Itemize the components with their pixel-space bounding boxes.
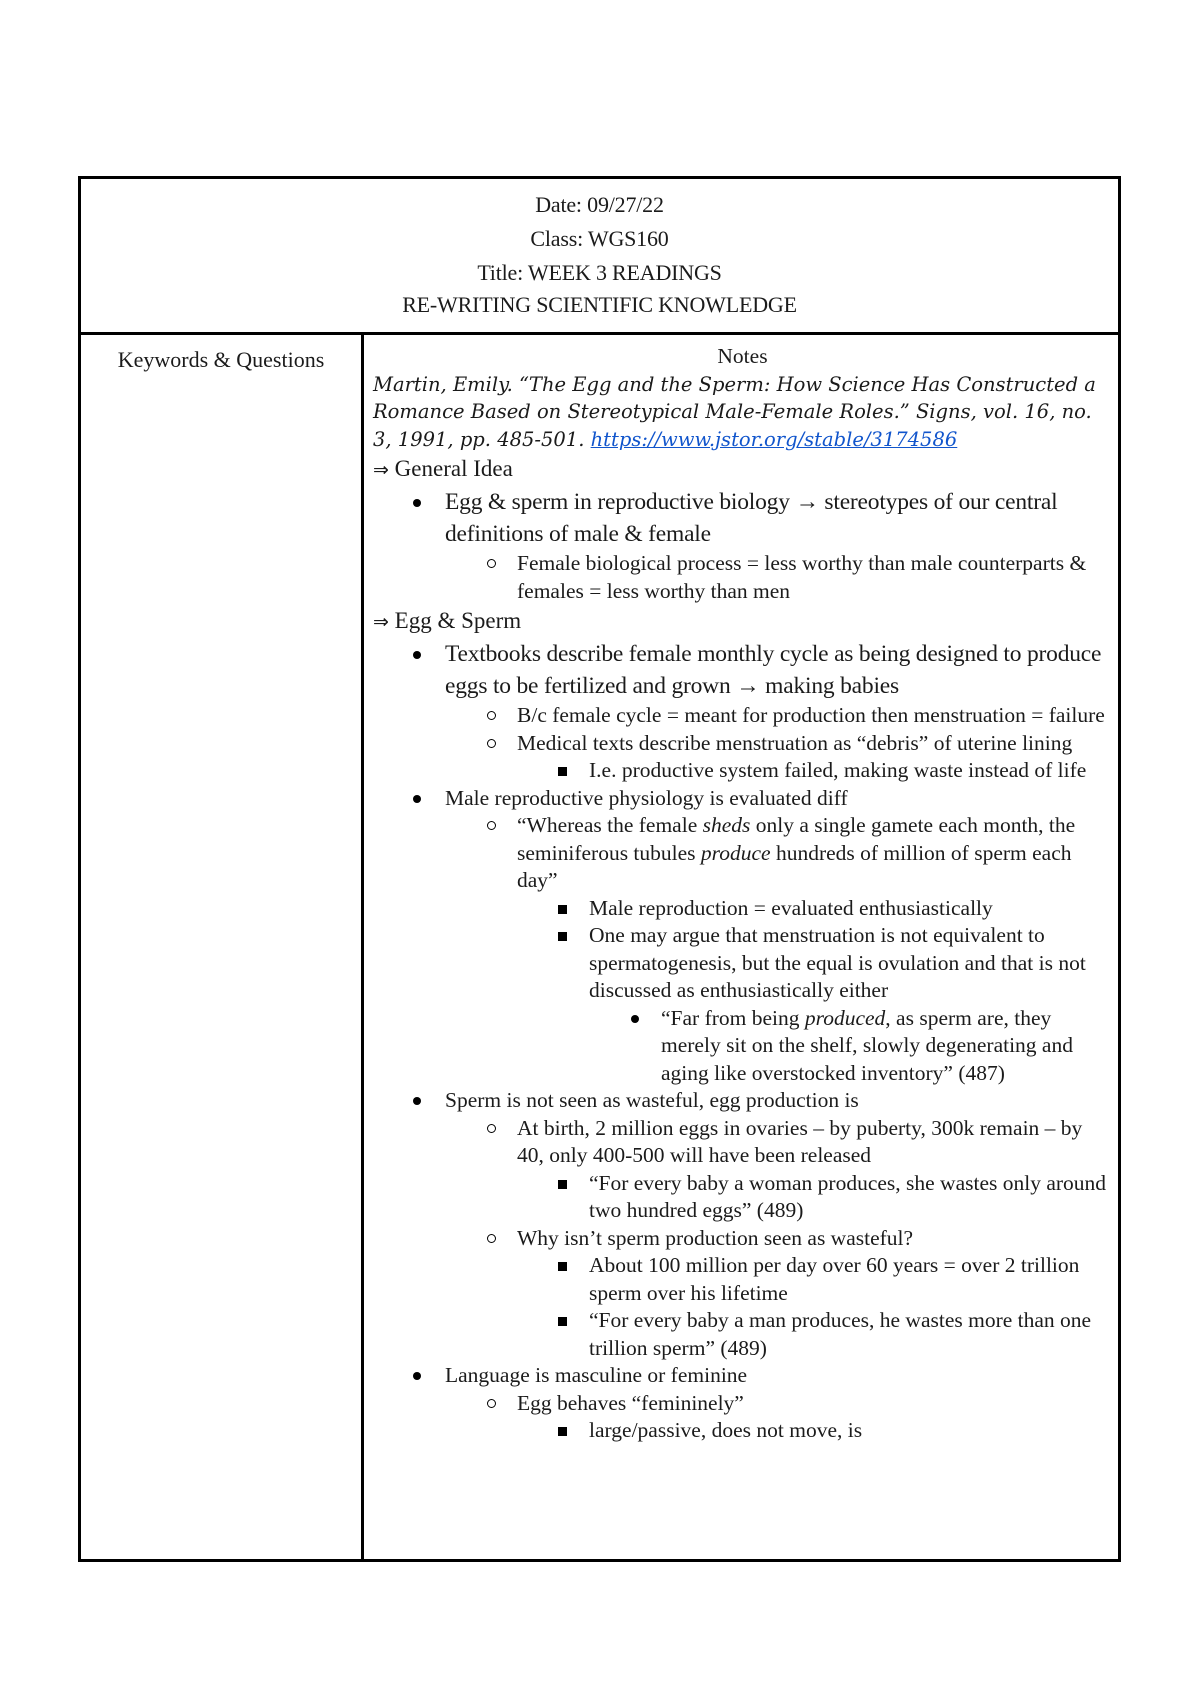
- header-block: [81, 179, 1118, 335]
- list-item-text: “For every baby a man produces, he wastes more than one trillion sperm” (489): [589, 1308, 1092, 1360]
- text-run: “Far from being: [661, 1005, 805, 1030]
- list-item-text: Textbooks describe female monthly cycle as being designed to produce eggs to be fertilized and grown → making babies: [445, 641, 1102, 699]
- list-item: [373, 1362, 1112, 1390]
- class-line: Class: WGS160: [530, 226, 669, 251]
- list-item-text: Why isn’t sperm production seen as wasteful?: [517, 1225, 914, 1250]
- emphasis-text: produced: [804, 1005, 886, 1030]
- list-item-text: Male reproductive physiology is evaluated diff: [445, 785, 848, 810]
- section-title: General Idea: [388, 456, 513, 481]
- bullet-icon: [413, 651, 421, 659]
- list-item-text: One may argue that menstruation is not equivalent to spermatogenesis, but the equal is ovulation and that is not discussed as enthusiastically either: [589, 923, 1086, 1002]
- section-heading: [373, 605, 1112, 638]
- citation: [373, 371, 1112, 454]
- list-item: [373, 757, 1112, 785]
- bullet-icon: [631, 1015, 639, 1023]
- list-item: [373, 1225, 1112, 1253]
- notes-table: [78, 176, 1121, 1562]
- list-item-text: Egg & sperm in reproductive biology → stereotypes of our central definitions of male & female: [445, 489, 1058, 547]
- square-bullet-icon: [558, 767, 567, 776]
- emphasis-text: produce: [700, 840, 771, 865]
- citation-text: Martin, Emily. “The Egg and the Sperm: How Science Has Constructed a Romance Based on Stereotypical Male-Female Roles.” Signs, vol. 16, no. 3, 1991, pp. 485-501.: [373, 372, 1096, 451]
- notes-column: [373, 332, 1112, 1559]
- list-item-text: Male reproduction = evaluated enthusiastically: [589, 895, 993, 920]
- list-item: [373, 785, 1112, 813]
- text-run: only a single gamete each month, the seminiferous tubules: [517, 813, 1076, 865]
- list-item-text: At birth, 2 million eggs in ovaries – by puberty, 300k remain – by 40, only 400-500 will have been released: [517, 1115, 1083, 1167]
- list-item: [373, 1307, 1112, 1362]
- list-item: [373, 1170, 1112, 1225]
- bullet-list: [373, 638, 1112, 1445]
- list-item: [373, 638, 1112, 702]
- list-item-text: Egg behaves “femininely”: [517, 1390, 744, 1415]
- list-item: [373, 702, 1112, 730]
- hollow-bullet-icon: [487, 1234, 496, 1243]
- list-item: [373, 1417, 1112, 1445]
- list-item: [373, 1390, 1112, 1418]
- square-bullet-icon: [558, 1317, 567, 1326]
- list-item: [373, 1115, 1112, 1170]
- notes-sections: [373, 453, 1112, 1445]
- double-arrow-icon: ⇒: [373, 459, 389, 481]
- square-bullet-icon: [558, 1180, 567, 1189]
- bullet-icon: [413, 1097, 421, 1105]
- list-item: [373, 922, 1112, 1005]
- list-item-text: I.e. productive system failed, making waste instead of life: [589, 758, 1087, 782]
- hollow-bullet-icon: [487, 711, 496, 720]
- hollow-bullet-icon: [487, 739, 496, 748]
- list-item: [373, 730, 1112, 758]
- keywords-heading: Keywords & Questions: [117, 347, 325, 372]
- list-item-text: [661, 1006, 1073, 1085]
- hollow-bullet-icon: [487, 559, 496, 568]
- section-title: Egg & Sperm: [388, 608, 522, 633]
- list-item-text: Language is masculine or feminine: [445, 1363, 748, 1387]
- square-bullet-icon: [558, 1262, 567, 1271]
- square-bullet-icon: [558, 905, 567, 914]
- list-item: [373, 812, 1112, 895]
- double-arrow-icon: ⇒: [373, 611, 389, 633]
- hollow-bullet-icon: [487, 821, 496, 830]
- list-item-text: large/passive, does not move, is: [589, 1418, 863, 1442]
- list-item-text: Female biological process = less worthy than male counterparts & females = less worthy than men: [517, 551, 1087, 603]
- text-run: hundreds of million of sperm each day”: [517, 840, 1072, 892]
- list-item-text: B/c female cycle = meant for production then menstruation = failure: [517, 703, 1105, 727]
- square-bullet-icon: [558, 932, 567, 941]
- text-run: “Whereas the female: [517, 813, 703, 837]
- list-item: [373, 1087, 1112, 1115]
- bullet-list: [373, 486, 1112, 605]
- list-item-text: Medical texts describe menstruation as “debris” of uterine lining: [517, 730, 1073, 755]
- subtitle-line: RE-WRITING SCIENTIFIC KNOWLEDGE: [402, 292, 797, 317]
- hollow-bullet-icon: [487, 1124, 496, 1133]
- notes-heading: Notes: [717, 344, 768, 368]
- citation-link[interactable]: https://www.jstor.org/stable/3174586: [590, 427, 958, 451]
- section-heading: [373, 453, 1112, 486]
- bullet-icon: [413, 1372, 421, 1380]
- column-divider: [361, 332, 364, 1559]
- list-item-text: “For every baby a woman produces, she wastes only around two hundred eggs” (489): [589, 1170, 1107, 1222]
- list-item-text: Sperm is not seen as wasteful, egg production is: [445, 1088, 859, 1112]
- list-item: [373, 1005, 1112, 1088]
- text-run: , as sperm are, they merely sit on the shelf, slowly degenerating and aging like overstocked inventory” (487): [661, 1005, 1073, 1085]
- date-line: Date: 09/27/22: [535, 192, 664, 217]
- square-bullet-icon: [558, 1427, 567, 1436]
- emphasis-text: sheds: [702, 813, 751, 837]
- list-item: [373, 486, 1112, 550]
- list-item: [373, 550, 1112, 605]
- hollow-bullet-icon: [487, 1399, 496, 1408]
- list-item-text: [517, 813, 1075, 892]
- bullet-icon: [413, 499, 421, 507]
- list-item: [373, 1252, 1112, 1307]
- list-item: [373, 895, 1112, 923]
- list-item-text: About 100 million per day over 60 years = over 2 trillion sperm over his lifetime: [589, 1253, 1080, 1305]
- title-line: Title: WEEK 3 READINGS: [477, 260, 722, 285]
- bullet-icon: [413, 795, 421, 803]
